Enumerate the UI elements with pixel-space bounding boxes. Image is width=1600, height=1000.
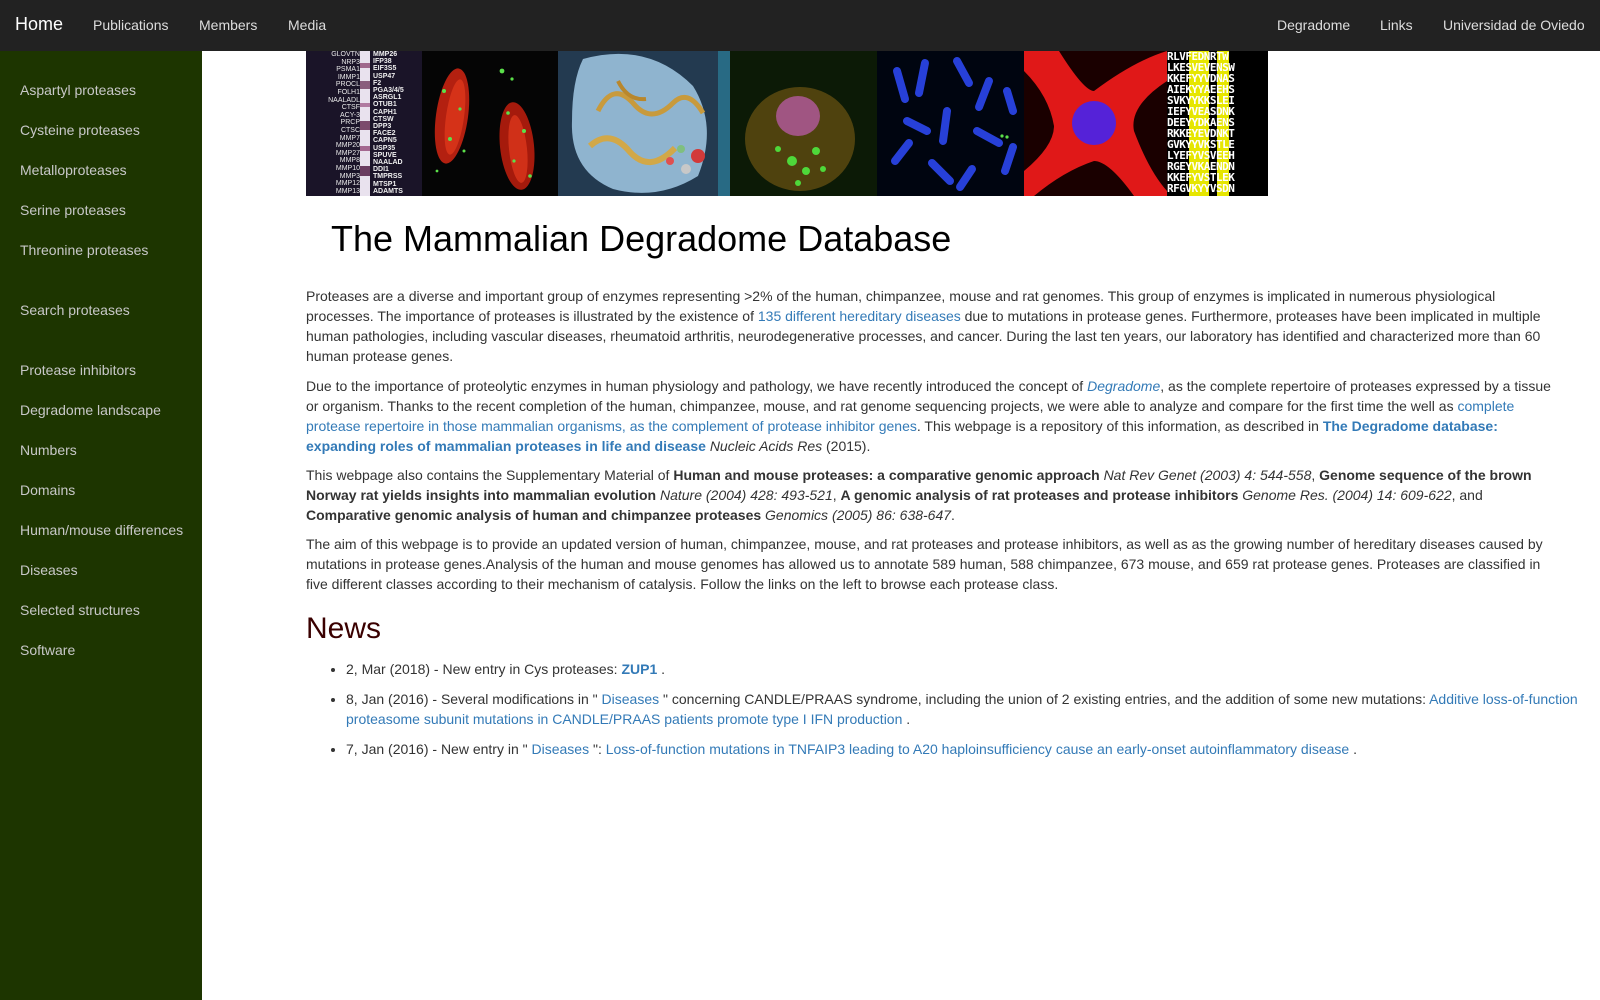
chromosome-label: IMMP1 xyxy=(337,73,360,81)
sidebar-item-structures[interactable]: Selected structures xyxy=(20,602,140,618)
news-item: • 8, Jan (2016) - Several modifications in " Diseases " concerning CANDLE/PRAAS syndrome, including the union of 2 existing entries, and the addition of some new mutations: Additive loss-of-function proteasome subunit mutations in CANDLE/PRAAS patients promote type I IFN production . xyxy=(346,689,1596,729)
sidebar-item-numbers[interactable]: Numbers xyxy=(20,442,77,458)
news-item: • 2, Mar (2018) - New entry in Cys proteases: ZUP1 . xyxy=(346,659,1596,679)
sidebar-item-human-mouse[interactable]: Human/mouse differences xyxy=(20,522,184,538)
fluorescent-cells-image xyxy=(422,51,558,196)
gene-label: SPUVE xyxy=(373,151,397,159)
news-heading: News xyxy=(306,612,382,645)
page-title: The Mammalian Degradome Database xyxy=(331,218,952,259)
chromosome-label: CTSC xyxy=(340,126,360,134)
gene-label: USP47 xyxy=(373,72,396,80)
sidebar-item-domains[interactable]: Domains xyxy=(20,482,76,498)
chromosome-label: PROCL xyxy=(335,81,360,89)
sequence-row: KKEFYVSTLEK xyxy=(1167,171,1235,184)
gene-label: CAPH1 xyxy=(373,108,397,116)
chromosome-label: MMP27 xyxy=(335,149,360,157)
sequence-row: RLVFEDNRTW xyxy=(1167,51,1229,63)
gene-label: IFP38 xyxy=(373,58,392,66)
sequence-row: RFGVKYYVSDN xyxy=(1167,182,1235,195)
sidebar-item-threonine[interactable]: Threonine proteases xyxy=(20,242,149,258)
diseases-link[interactable]: Diseases xyxy=(531,741,590,757)
sidebar-item-cysteine[interactable]: Cysteine proteases xyxy=(20,122,140,138)
fluorescent-cell-image xyxy=(718,51,877,196)
sequence-row: LKESVEVENSW xyxy=(1167,61,1235,74)
gene-label: TMPRSS xyxy=(373,173,403,181)
chromosome-label: MMP8 xyxy=(339,157,360,165)
gene-label: DDI1 xyxy=(373,166,389,174)
chromosome-label: NAALADL xyxy=(328,96,360,104)
sequence-alignment-image xyxy=(1167,51,1268,196)
sequence-row: KKEFYYVDNAS xyxy=(1167,72,1235,85)
chromosome-label: FOLH1 xyxy=(337,88,360,96)
nav-links[interactable]: Links xyxy=(1380,17,1413,33)
chromosome-label: MMP10 xyxy=(335,164,360,172)
chromosome-label: NRP3 xyxy=(341,58,360,66)
gene-label: CTSW xyxy=(373,115,394,123)
chromosomes-image xyxy=(877,51,1024,196)
diseases-link[interactable]: Diseases xyxy=(601,691,660,707)
news-list xyxy=(306,659,1596,769)
gene-label: USP35 xyxy=(373,144,396,152)
nav-media[interactable]: Media xyxy=(288,17,327,33)
chromosome-label: MMP3 xyxy=(339,172,360,180)
sequence-row: RGEYVKAENDN xyxy=(1167,160,1235,173)
gene-label: ADAMTS xyxy=(373,187,403,195)
nav-members[interactable]: Members xyxy=(199,17,258,33)
sequence-row: GVKYYVKSTLE xyxy=(1167,138,1235,151)
chromosome-label: PRCP xyxy=(340,119,360,127)
gene-label: EIF3S5 xyxy=(373,65,397,73)
gene-label: PGA3/4/5 xyxy=(373,87,404,95)
sequence-row: LYEFYVSVEEH xyxy=(1167,149,1235,162)
zup1-link[interactable]: ZUP1 xyxy=(621,661,658,677)
chromosome-label: PSMA1 xyxy=(336,66,360,74)
tnfaip3-article-link[interactable]: Loss-of-function mutations in TNFAIP3 leading to A20 haploinsufficiency cause an early-onset autoinflammatory disease xyxy=(605,741,1350,757)
sidebar-item-software[interactable]: Software xyxy=(20,642,76,658)
sidebar xyxy=(0,51,202,1000)
news-item: • 7, Jan (2016) - New entry in " Diseases ": Loss-of-function mutations in TNFAIP3 leading to A20 haploinsufficiency cause an early-onset autoinflammatory disease . xyxy=(346,739,1596,759)
sequence-row: DEEYYDKAENS xyxy=(1167,116,1235,129)
sidebar-item-diseases[interactable]: Diseases xyxy=(20,562,78,578)
protein-structure-image xyxy=(558,51,718,196)
gene-label: DPP3 xyxy=(373,123,392,131)
sidebar-item-metallo[interactable]: Metalloproteases xyxy=(20,162,127,178)
sidebar-item-serine[interactable]: Serine proteases xyxy=(20,202,126,218)
supplementary-paragraph: This webpage also contains the Supplementary Material of Human and mouse proteases: a comparative genomic approach Nat Rev Genet (2003) 4: 544-558, Genome sequence of the brown Norway rat yields insights into mammalian evolution Nature (2004) 428: 493-521, A genomic analysis of rat proteases and protease inhibitors Genome Res. (2004) 14: 609-622, and Comparative genomic analysis of human and chimpanzee proteases Genomics (2005) 86: 638-647. xyxy=(306,467,1532,523)
gene-label: OTUB1 xyxy=(373,101,397,109)
top-navbar xyxy=(0,0,1600,51)
chromosome-label: MMP12 xyxy=(335,180,360,188)
banner-image-strip xyxy=(306,51,1268,196)
hereditary-diseases-link[interactable]: 135 different hereditary diseases xyxy=(757,308,961,324)
red-cell-image xyxy=(1024,51,1167,196)
sidebar-item-inhibitors[interactable]: Protease inhibitors xyxy=(20,362,136,378)
sidebar-item-search[interactable]: Search proteases xyxy=(20,302,130,318)
gene-label: ASRGL1 xyxy=(373,94,402,102)
nav-publications[interactable]: Publications xyxy=(93,17,169,33)
degradome-database-paper-link[interactable]: The Degradome database: expanding roles of mammalian proteases in life and disease xyxy=(306,418,1498,454)
degradome-paragraph: Due to the importance of proteolytic enzymes in human physiology and pathology, we have recently introduced the concept of Degradome, as the complete repertoire of proteases expressed by a tissue or organism. Thanks to the recent completion of the human, chimpanzee, mouse, and rat genome sequencing projects, we were able to analyze and compare for the first time the well as complete protease repertoire in those mammalian organisms, as the complement of protease inhibitor genes. This webpage is a repository of this information, as described in The Degradome database: expanding roles of mammalian proteases in life and disease Nucleic Acids Res (2015). xyxy=(306,378,1551,454)
sequence-row: IEFYVEASDNK xyxy=(1167,105,1235,118)
nav-universidad-oviedo[interactable]: Universidad de Oviedo xyxy=(1443,17,1585,33)
chromosome-label: ACY-3 xyxy=(340,111,360,119)
sidebar-item-aspartyl[interactable]: Aspartyl proteases xyxy=(20,82,136,98)
sidebar-item-landscape[interactable]: Degradome landscape xyxy=(20,402,161,418)
sequence-row: SVKYYKKSLEI xyxy=(1167,94,1235,107)
candle-praas-article-link[interactable]: Additive loss-of-function proteasome subunit mutations in CANDLE/PRAAS patients promote type I IFN production xyxy=(346,691,1578,727)
sequence-row: AIEKYYAEEHS xyxy=(1167,83,1235,96)
gene-label: CAPN5 xyxy=(373,137,397,145)
degradome-concept-link[interactable]: Degradome xyxy=(1087,378,1161,394)
chromosome-label: MMP13 xyxy=(335,187,360,195)
gene-label: FACE2 xyxy=(373,130,396,138)
nav-degradome[interactable]: Degradome xyxy=(1277,17,1351,33)
intro-paragraph: Proteases are a diverse and important group of enzymes representing >2% of the human, chimpanzee, mouse and rat genomes. This group of enzymes is implicated in numerous physiological processes. The importance of proteases is illustrated by the existence of 135 different hereditary diseases due to mutations in protease genes. Furthermore, proteases have been implicated in multiple human pathologies, including vascular diseases, rheumatoid arthritis, neurodegenerative processes, and cancer. During the last ten years, our laboratory has identified and characterized more than 60 human protease genes. xyxy=(306,288,1541,364)
chromosome-label: GLOVTN xyxy=(331,51,360,58)
complete-repertoire-link[interactable]: complete protease repertoire in those mammalian organisms, as the complement of protease inhibitor genes xyxy=(306,398,1515,434)
chromosome-label: CTSF xyxy=(341,104,360,112)
gene-label: F2 xyxy=(373,79,382,87)
sequence-row: RKKEYEVDNKT xyxy=(1167,127,1235,140)
gene-label: NAALAD xyxy=(373,159,403,167)
home-link[interactable]: Home xyxy=(15,14,64,34)
aim-paragraph: The aim of this webpage is to provide an updated version of human, chimpanzee, mouse, and rat proteases and protease inhibitors, as well as as the growing number of hereditary diseases caused by mutations in protease genes.Analysis of the human and mouse genomes has allowed us to annotate 589 human, 588 chimpanzee, 673 mouse, and 659 rat protease genes. Proteases are classified in five different classes according to their mechanism of catalysis. Follow the links on the left to browse each protease class. xyxy=(306,536,1543,592)
gene-label: MMP26 xyxy=(373,51,398,58)
chromosome-label: MMP20 xyxy=(335,142,360,150)
gene-label: MTSP1 xyxy=(373,180,397,188)
chromosome-map-image xyxy=(306,51,422,196)
chromosome-label: MMP7 xyxy=(339,134,360,142)
